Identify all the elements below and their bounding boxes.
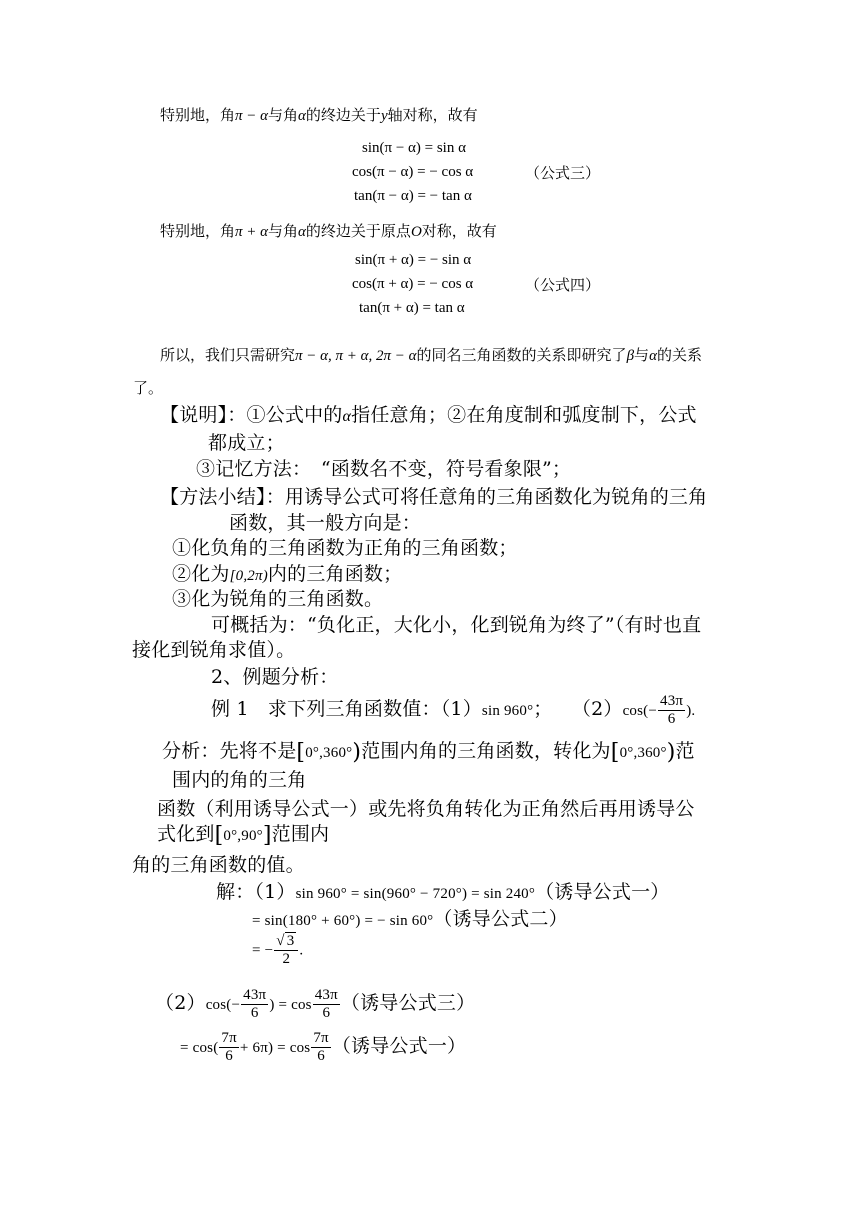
- text: 特别地，角: [160, 222, 236, 240]
- text: 轴对称，故有: [387, 106, 478, 124]
- math-interval: [0,2π): [229, 568, 268, 584]
- analysis-line-4: [157, 819, 329, 848]
- solution-part-2-line-1: [155, 987, 475, 1021]
- text: （诱导公式二）: [433, 908, 568, 930]
- text: 的同名三角函数的关系即研究了: [416, 346, 627, 364]
- text: 式化到: [157, 823, 215, 845]
- solution-part-2-line-2: [180, 1030, 466, 1064]
- math-axis: y: [380, 108, 388, 124]
- formula-3-line-1: sin(π − α) = sin α: [362, 140, 466, 156]
- formula-3-line-2: cos(π − α) = − cos α: [352, 164, 474, 180]
- math-end: .: [299, 942, 304, 959]
- text: ②化为: [172, 563, 230, 585]
- text: 所以，我们只需研究: [160, 346, 296, 364]
- text: （诱导公式三）: [340, 992, 476, 1014]
- math-expr: sin 960° = sin(960° − 720°) = sin 240°: [295, 886, 536, 902]
- denominator: 2: [282, 950, 291, 967]
- math-expr: = sin(180° + 60°) = − sin 60°: [252, 913, 434, 929]
- math-expr: = −: [252, 942, 274, 959]
- method-general: 可概括为：“负化正，大化小，化到锐角为终了”（有时也直: [211, 614, 702, 636]
- bracket-left: [: [610, 740, 620, 765]
- intro-formula-3: [160, 104, 478, 125]
- formula-4-line-3: tan(π + α) = tan α: [359, 300, 465, 316]
- math-expr: + 6π) = cos: [239, 1040, 311, 1056]
- math-alpha: α: [298, 108, 306, 124]
- analysis-line-1: [162, 736, 695, 765]
- bracket-right: ]: [262, 823, 272, 848]
- fraction: [219, 1030, 238, 1064]
- math-expr: = cos(: [180, 1040, 219, 1056]
- bracket-left: [: [214, 823, 224, 848]
- method-line-2: 函数，其一般方向是：: [229, 512, 422, 534]
- math-alpha: α: [298, 224, 306, 240]
- text: 特别地，角: [160, 106, 236, 124]
- math-q2-end: ).: [686, 703, 696, 719]
- denominator: 6: [317, 1047, 325, 1064]
- method-general-cont: 接化到锐角求值）。: [132, 639, 296, 661]
- bracket-left: [: [296, 740, 306, 765]
- numerator: 43π: [660, 693, 684, 709]
- bracket-right: ): [666, 740, 676, 765]
- numerator: √ 3: [274, 932, 298, 951]
- method-line-1: 【方法小结】：用诱导公式可将任意角的三角函数化为锐角的三角: [160, 486, 708, 508]
- text: ； （2）: [533, 698, 623, 720]
- text: 与: [634, 346, 650, 364]
- numerator: 7π: [221, 1030, 237, 1046]
- text: 与角: [268, 106, 299, 124]
- analysis-line-3: 函数（利用诱导公式一）或先将负角转化为正角然后再用诱导公: [157, 798, 695, 820]
- text: 对称，故有: [421, 222, 497, 240]
- math-beta: β: [626, 348, 635, 364]
- text: 范围内角的三角函数，转化为: [361, 740, 611, 762]
- denominator: 6: [322, 1004, 331, 1021]
- summary-line: [160, 344, 702, 365]
- math-expr: ) = cos: [269, 997, 312, 1013]
- text: （诱导公式一）: [331, 1035, 467, 1057]
- solution-line-1: [216, 877, 669, 904]
- math-q1: sin 960°: [481, 703, 534, 719]
- formula-4-label: （公式四）: [525, 276, 601, 294]
- math-alpha: α: [342, 408, 352, 425]
- text: 内的三角函数；: [267, 563, 403, 585]
- numerator: 43π: [314, 987, 338, 1003]
- method-step-3: ③化为锐角的三角函数。: [172, 588, 384, 610]
- denominator: 6: [667, 710, 676, 727]
- numerator: 43π: [243, 987, 267, 1003]
- fraction: [311, 1030, 330, 1064]
- text: 的终边关于原点: [305, 222, 411, 240]
- text: 范围内: [271, 823, 330, 845]
- analysis-line-5: 角的三角函数的值。: [132, 854, 305, 876]
- note-memory: ③记忆方法： “函数名不变，符号看象限”；: [196, 458, 572, 480]
- note-line-2: 都成立；: [208, 432, 285, 454]
- text: （2）: [155, 992, 206, 1014]
- math-expr: π − α: [235, 108, 269, 124]
- formula-3-line-3: tan(π − α) = − tan α: [354, 188, 472, 204]
- fraction: [274, 932, 298, 967]
- formula-4-line-2: cos(π + α) = − cos α: [352, 276, 474, 292]
- analysis-line-2: 围内的角的三角: [172, 769, 307, 791]
- denominator: 6: [225, 1047, 233, 1064]
- denominator: 6: [250, 1004, 259, 1021]
- bracket-right: ): [352, 740, 362, 765]
- solution-line-2: [252, 904, 568, 931]
- solution-line-3: [252, 932, 303, 967]
- fraction: [241, 987, 268, 1021]
- example-1: [211, 693, 695, 727]
- fraction: [313, 987, 340, 1021]
- intro-formula-4: [160, 220, 497, 241]
- math-expr: π + α: [235, 224, 269, 240]
- text: 解：（1）: [216, 881, 296, 903]
- math-range: 0°,360°: [305, 745, 353, 761]
- method-step-2: [172, 559, 402, 586]
- note-line-1: [160, 400, 697, 427]
- section-title: 2、例题分析：: [211, 666, 339, 688]
- method-step-1: ①化负角的三角函数为正角的三角函数；: [172, 537, 518, 559]
- text: 与角: [268, 222, 299, 240]
- text: 范: [675, 740, 695, 762]
- text: 的终边关于: [305, 106, 381, 124]
- text: 例 1 求下列三角函数值：（1）: [211, 698, 482, 720]
- text: 的关系: [656, 346, 702, 364]
- numerator: 7π: [313, 1030, 329, 1046]
- text: （诱导公式一）: [535, 881, 670, 903]
- math-expr: cos(−: [205, 997, 241, 1013]
- text: 分析：先将不是: [162, 740, 297, 762]
- formula-4-line-1: sin(π + α) = − sin α: [355, 252, 472, 268]
- math-q2: cos(−: [622, 703, 658, 719]
- summary-line-cont: 了。: [133, 379, 164, 397]
- math-range: 0°,360°: [619, 745, 667, 761]
- fraction: [658, 693, 685, 727]
- sqrt-radicand: 3: [286, 933, 295, 949]
- math-expr: π − α, π + α, 2π − α: [295, 348, 417, 364]
- formula-3-label: （公式三）: [525, 164, 601, 182]
- math-origin: O: [410, 224, 422, 240]
- math-alpha: α: [649, 348, 657, 364]
- text: 指任意角；②在角度制和弧度制下，公式: [351, 404, 697, 426]
- math-range: 0°,90°: [223, 828, 263, 844]
- text: 【说明】：①公式中的: [160, 404, 343, 426]
